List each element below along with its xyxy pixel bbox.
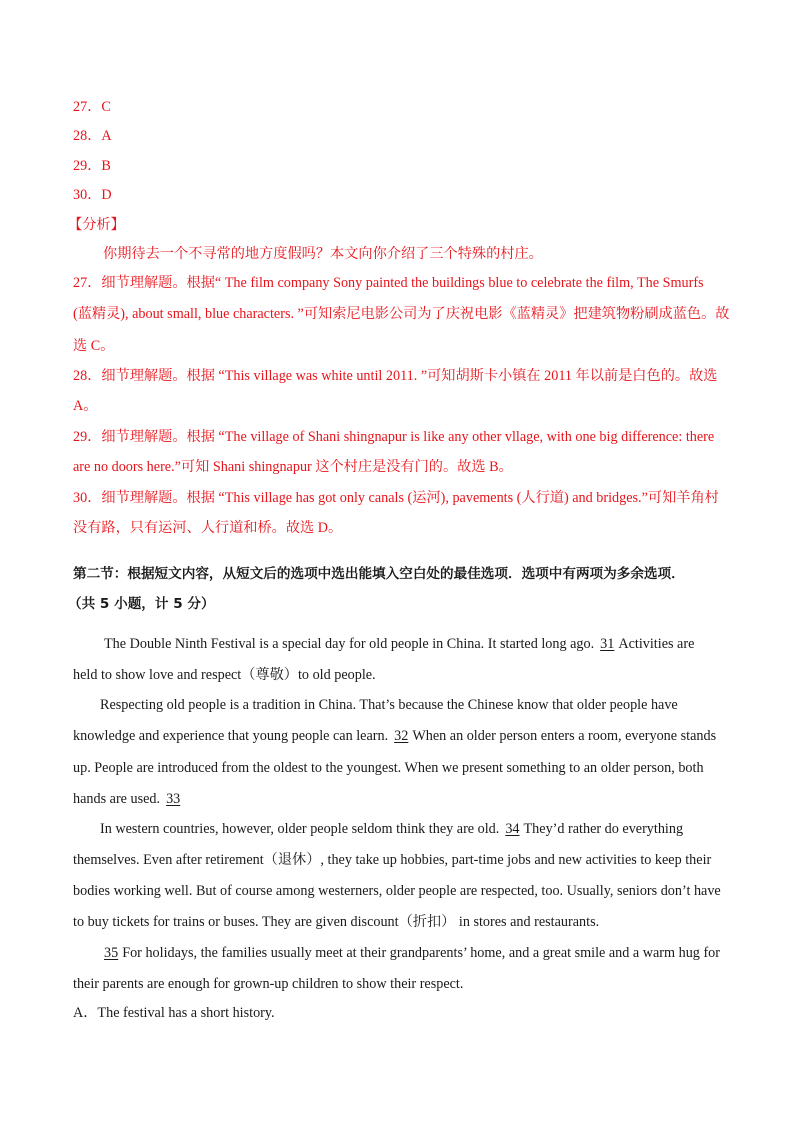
passage-p2-line4: hands are used. 33: [73, 790, 184, 808]
blank-34: 34: [505, 821, 520, 837]
passage-p3-line2: themselves. Even after retirement（退休）, they take up hobbies, part-time jobs and new activities to keep their: [73, 852, 712, 868]
passage-p4-line2: their parents are enough for grown-up children to show their respect.: [73, 976, 464, 992]
answer-29: 29．B: [73, 158, 111, 174]
analysis-q27-line2: (蓝精灵), about small, blue characters. ”可知索尼电影公司为了庆祝电影《蓝精灵》把建筑物粉刷成蓝色。故: [73, 306, 730, 322]
blank-33: 33: [166, 791, 181, 807]
answer-28: 28．A: [73, 128, 112, 144]
passage-p1-line1: The Double Ninth Festival is a special day for old people in China. It started long ago. 31 Activities are: [104, 636, 695, 652]
analysis-q30-line1: 30．细节理解题。根据 “This village has got only canals (运河), pavements (人行道) and bridges.”可知羊角村: [73, 490, 719, 506]
analysis-q27-line3: 选 C。: [73, 338, 115, 354]
analysis-q29-line2: are no doors here.”可知 Shani shingnapur 这个村庄是没有门的。故选 B。: [73, 459, 513, 475]
passage-p3-line4: to buy tickets for trains or buses. They are given discount（折扣） in stores and restaurants.: [73, 914, 600, 930]
blank-31: 31: [600, 636, 615, 652]
answer-27: 27．C: [73, 99, 111, 115]
blank-32: 32: [394, 728, 409, 744]
blank-35: 35: [104, 945, 119, 961]
option-a: A．The festival has a short history.: [73, 1005, 275, 1021]
analysis-q28-line2: A。: [73, 398, 98, 414]
section2-heading: 第二节：根据短文内容，从短文后的选项中选出能填入空白处的最佳选项．选项中有两项为多余选项．: [73, 566, 685, 582]
analysis-q27-line1: 27．细节理解题。根据“ The film company Sony painted the buildings blue to celebrate the film, The Smurfs: [73, 275, 704, 291]
analysis-heading: 【分析】: [68, 217, 125, 233]
analysis-q30-line2: 没有路，只有运河、人行道和桥。故选 D。: [73, 520, 343, 536]
analysis-q29-line1: 29．细节理解题。根据 “The village of Shani shingnapur is like any other vllage, with one big difference: there: [73, 429, 715, 445]
passage-p1-line2: held to show love and respect（尊敬）to old people.: [73, 667, 376, 683]
analysis-intro: 你期待去一个不寻常的地方度假吗？本文向你介绍了三个特殊的村庄。: [103, 246, 543, 262]
passage-p4-line1: 35 For holidays, the families usually meet at their grandparents’ home, and a great smile and a warm hug for: [100, 944, 720, 962]
answer-30: 30．D: [73, 187, 112, 203]
passage-p3-line1: In western countries, however, older people seldom think they are old. 34 They’d rather do everything: [100, 821, 684, 837]
passage-p3-line3: bodies working well. But of course among westerners, older people are respected, too. Usually, seniors don’t have: [73, 883, 721, 899]
passage-p2-line3: up. People are introduced from the oldest to the youngest. When we present something to an older person, both: [73, 760, 704, 776]
analysis-q28-line1: 28．细节理解题。根据 “This village was white until 2011. ”可知胡斯卡小镇在 2011 年以前是白色的。故选: [73, 368, 718, 384]
passage-p2-line2: knowledge and experience that young people can learn. 32 When an older person enters a room, everyone stands: [73, 728, 717, 744]
passage-p2-line1: Respecting old people is a tradition in China. That’s because the Chinese know that older people have: [100, 697, 678, 713]
section2-subheading: （共 5 小题，计 5 分）: [68, 596, 215, 612]
